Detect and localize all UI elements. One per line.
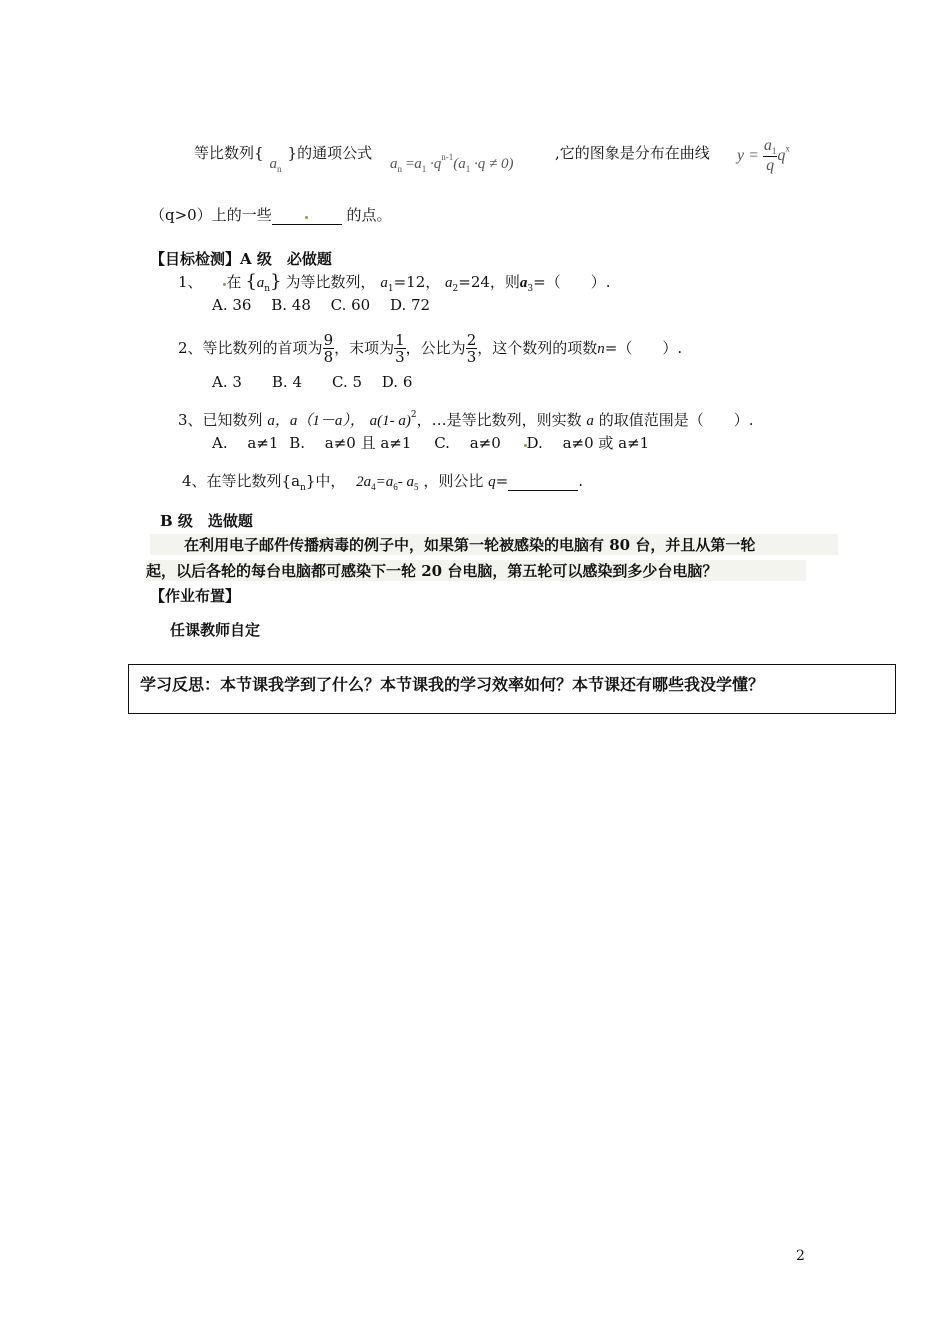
intro-an-letter: a [269,156,278,172]
q4-text1-end: }中， [305,472,346,490]
q2-f3-den: 3 [466,348,477,366]
intro-line2-prefix: （q>0）上的一些 [150,206,272,224]
q3-terms: a，a（1－a）， [267,413,365,429]
formula-lhs-sub: n [397,164,402,174]
general-term-formula [390,152,513,174]
q1-set-sub: n [264,284,271,294]
question-1 [178,271,610,294]
curve-num-sub: 1 [771,146,777,156]
q3-a: a [586,413,594,429]
formula-lhs: a [390,156,398,172]
intro-line2-suffix: 的点。 [346,206,392,224]
q1-set: $\{a_n\}$ [245,271,282,294]
question-3 [178,409,753,430]
target-check-heading: 【目标检测】A 级 必做题 [150,250,332,268]
formula-cond-sub: 1 [465,164,471,174]
q1-text-in: 在 [226,273,242,291]
q2-f1-num: 9 [323,331,334,349]
q3-term3-exp: 2 [410,410,417,420]
q4-text1-sub: n [300,483,306,493]
q4-eq-sub1: 4 [371,482,376,492]
question-4 [182,470,583,493]
homework-heading: 【作业布置】 [150,587,241,605]
q4-q: q [488,474,496,490]
curve-frac-num [763,138,778,156]
intro-line-2 [150,204,392,225]
level-b-heading: B 级 选做题 [160,512,253,530]
curve-exp: x [785,143,790,154]
blank-dot-mark [305,216,308,219]
q2-f1-den: 8 [323,348,334,366]
q1-a1-val: =12， [393,273,441,291]
q3-options [212,432,649,453]
q2-text4: ，这个数列的项数 [477,339,598,357]
q2-f2-den: 3 [395,348,405,366]
curve-formula [737,138,790,174]
level-b-line-2: 起，以后各轮的每台电脑都可感染下一轮 20 台电脑，第五轮可以感染到多少台电脑？ [146,560,806,581]
q1-a3: a [519,275,528,291]
intro-line-1 [194,142,373,174]
q3-option-c: C. a≠0 [434,434,501,452]
q1-a2: a [445,275,453,291]
q3-option-b: B. a≠0 且 a≠1 [289,434,412,452]
curve-num-letter: a [763,137,772,154]
q4-equation [356,474,418,490]
q2-last-term-fraction [394,333,406,365]
q4-text1: 在等比数列{a [206,472,301,490]
q2-text3: ，公比为 [405,339,466,357]
q4-eq-sub3: 5 [414,482,419,492]
q4-eq-mid: =a [375,474,394,490]
intro-after-text: ,它的图象是分布在曲线 [555,144,710,162]
q4-number: 4、 [182,472,207,490]
q3-term3: a(1- a) [369,413,411,429]
formula-eq: = [405,156,415,172]
q4-eq-sub2: 6 [393,482,398,492]
q1-set-letter: a [256,275,265,291]
q1-a3-sub: 3 [527,284,534,294]
q4-answer-blank[interactable] [508,472,578,491]
q3-tail: 的取值范围是（ ）. [598,411,754,429]
points-answer-blank[interactable] [272,206,342,225]
homework-text: 任课教师自定 [170,621,261,639]
q1-number: 1、 [178,273,203,291]
curve-fraction [763,138,778,174]
q2-f2-num: 1 [395,331,405,349]
q4-tail: ，则公比 [423,472,484,490]
q4-tail2: = [495,472,509,490]
intro-an-sub: n [277,164,282,174]
q1-a1-sub: 1 [387,284,394,294]
formula-a1-sub: 1 [421,164,427,174]
curve-q: q [777,147,786,164]
q2-text2: ，末项为 [334,339,395,357]
q1-tail: =（ ）. [533,273,611,291]
question-2 [178,328,682,369]
q2-ratio-fraction [466,333,478,365]
intro-an [270,156,282,174]
level-b-line-1: 在利用电子邮件传播病毒的例子中，如果第一轮被感染的电脑有 80 台，并且从第一轮 [150,534,838,555]
curve-frac-den: q [763,156,778,174]
intro-text-prefix: 等比数列{ [194,144,264,162]
q2-f3-num: 2 [466,331,477,349]
q4-eq-2a: 2a [356,474,372,490]
q1-a2-sub: 2 [452,284,459,294]
q3-option-a: A. a≠1 [212,434,279,452]
formula-cond: (a [453,156,466,172]
q2-n: n [597,341,605,357]
q2-first-term-fraction [323,333,335,365]
q2-options: A. 3 B. 4 C. 5 D. 6 [212,373,413,391]
formula-cond-end: ·q ≠ 0) [473,156,514,172]
q4-end: . [578,472,583,490]
q3-text: 已知数列 [202,411,263,429]
q2-text1: 等比数列的首项为 [202,339,323,357]
formula-exp: n-1 [441,152,454,162]
q4-eq-minus: - a [397,474,415,490]
q1-text-is: 为等比数列， [285,273,376,291]
q3-text2: ，…是等比数列，则实数 [416,411,582,429]
q3-number: 3、 [178,411,203,429]
q1-options: A. 36 B. 48 C. 60 D. 72 [212,296,431,314]
page-number: 2 [796,1248,805,1264]
q1-a2-val: =24，则 [458,273,520,291]
formula-dot-q: ·q [429,156,442,172]
q2-number: 2、 [178,339,203,357]
q3-option-d: D. a≠0 或 a≠1 [526,434,650,452]
intro-text-mid: }的通项公式 [287,144,373,162]
curve-y: y = [737,147,759,164]
q2-tail: =（ ）. [604,339,683,357]
reflection-text: 学习反思：本节课我学到了什么？本节课我的学习效率如何？本节课还有哪些我没学懂？ [140,675,765,694]
reflection-box [128,664,896,714]
q1-a1: a [380,275,388,291]
formula-a1: a [414,156,422,172]
